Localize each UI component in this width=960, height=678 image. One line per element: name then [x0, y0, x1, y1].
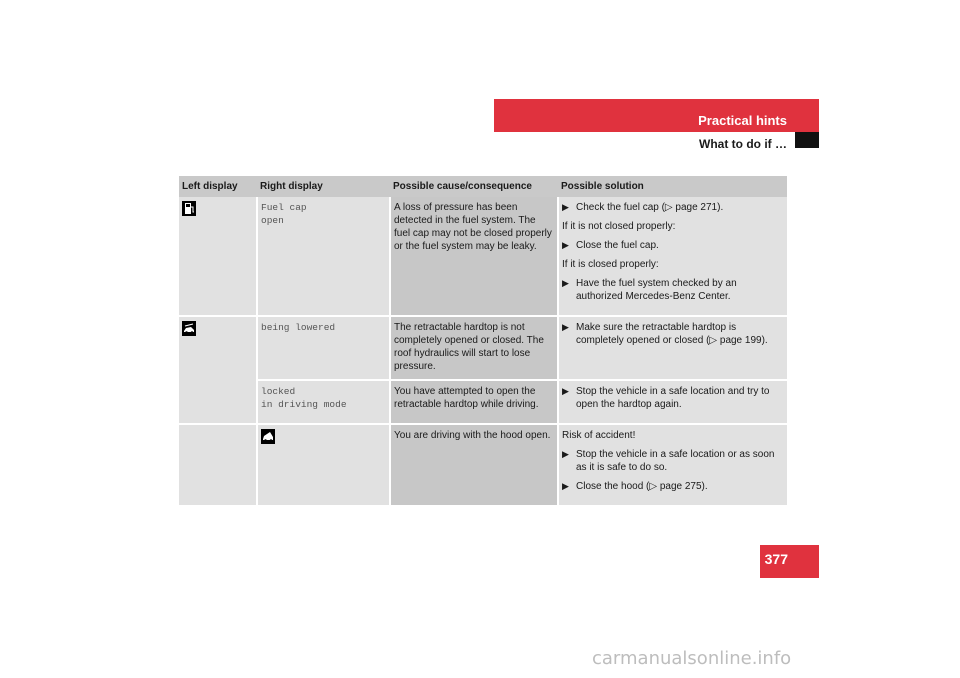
page-number: 377: [764, 551, 788, 567]
column-header-left-display: Left display: [179, 176, 257, 197]
left-display-cell: [179, 424, 257, 505]
solution-note: If it is closed properly:: [562, 259, 659, 270]
table-header-row: [179, 176, 787, 197]
right-display-text: Fuel cap open: [261, 202, 307, 226]
right-display-text: locked in driving mode: [261, 386, 347, 410]
bullet-arrow-icon: ▶: [562, 449, 569, 459]
table-row: [179, 197, 787, 316]
table-row: [179, 380, 787, 424]
right-display-cell: [257, 316, 390, 380]
section-title: Practical hints: [698, 113, 787, 128]
column-header-solution: Possible solution: [558, 176, 787, 197]
solution-cell: [558, 424, 787, 505]
right-display-cell: [257, 424, 390, 505]
solution-step: ▶ Close the fuel cap.: [562, 240, 659, 251]
column-header-right-display: Right display: [257, 176, 390, 197]
table-row: [179, 424, 787, 505]
subsection-title: What to do if …: [699, 137, 787, 151]
solution-note: If it is not closed properly:: [562, 221, 676, 232]
solution-cell: [558, 316, 787, 380]
solution-cell: [558, 197, 787, 316]
bullet-arrow-icon: ▶: [562, 278, 569, 288]
fuel-pump-icon: [182, 201, 196, 219]
section-tab-marker: [795, 132, 819, 148]
right-display-text: being lowered: [261, 322, 336, 333]
bullet-arrow-icon: ▶: [562, 202, 569, 212]
solution-step: ▶ Close the hood (▷ page 275).: [562, 481, 708, 492]
bullet-arrow-icon: ▶: [562, 240, 569, 250]
column-header-cause: Possible cause/consequence: [390, 176, 558, 197]
bullet-arrow-icon: ▶: [562, 322, 569, 332]
solution-warning: Risk of accident!: [562, 430, 636, 441]
bullet-arrow-icon: ▶: [562, 386, 569, 396]
solution-step: ▶ Check the fuel cap (▷ page 271).: [562, 202, 724, 213]
convertible-roof-icon: [182, 321, 196, 339]
table-row: [179, 316, 787, 380]
right-display-cell: [257, 197, 390, 316]
right-display-cell: [257, 380, 390, 424]
solution-step: ▶ Have the fuel system checked by an authorized Mercedes-Benz Center.: [562, 278, 737, 302]
hood-open-icon: [261, 429, 275, 447]
watermark: carmanualsonline.info: [592, 648, 792, 669]
solution-step: ▶ Stop the vehicle in a safe location or as soon as it is safe to do so.: [562, 449, 775, 473]
cause-cell: A loss of pressure has been detected in the fuel system. The fuel cap may not be closed properly or the fuel system may be leaky.: [390, 197, 558, 316]
cause-cell: You are driving with the hood open.: [390, 424, 558, 505]
solution-step: ▶ Make sure the retractable hardtop is completely opened or closed (▷ page 199).: [562, 322, 768, 346]
bullet-arrow-icon: ▶: [562, 481, 569, 491]
display-messages-table: [179, 176, 787, 505]
left-display-cell: [179, 197, 257, 316]
cause-cell: You have attempted to open the retractable hardtop while driving.: [390, 380, 558, 424]
left-display-cell: [179, 316, 257, 424]
cause-cell: The retractable hardtop is not completely opened or closed. The roof hydraulics will start to lose pressure.: [390, 316, 558, 380]
solution-step: ▶ Stop the vehicle in a safe location and try to open the hardtop again.: [562, 386, 770, 410]
solution-cell: [558, 380, 787, 424]
